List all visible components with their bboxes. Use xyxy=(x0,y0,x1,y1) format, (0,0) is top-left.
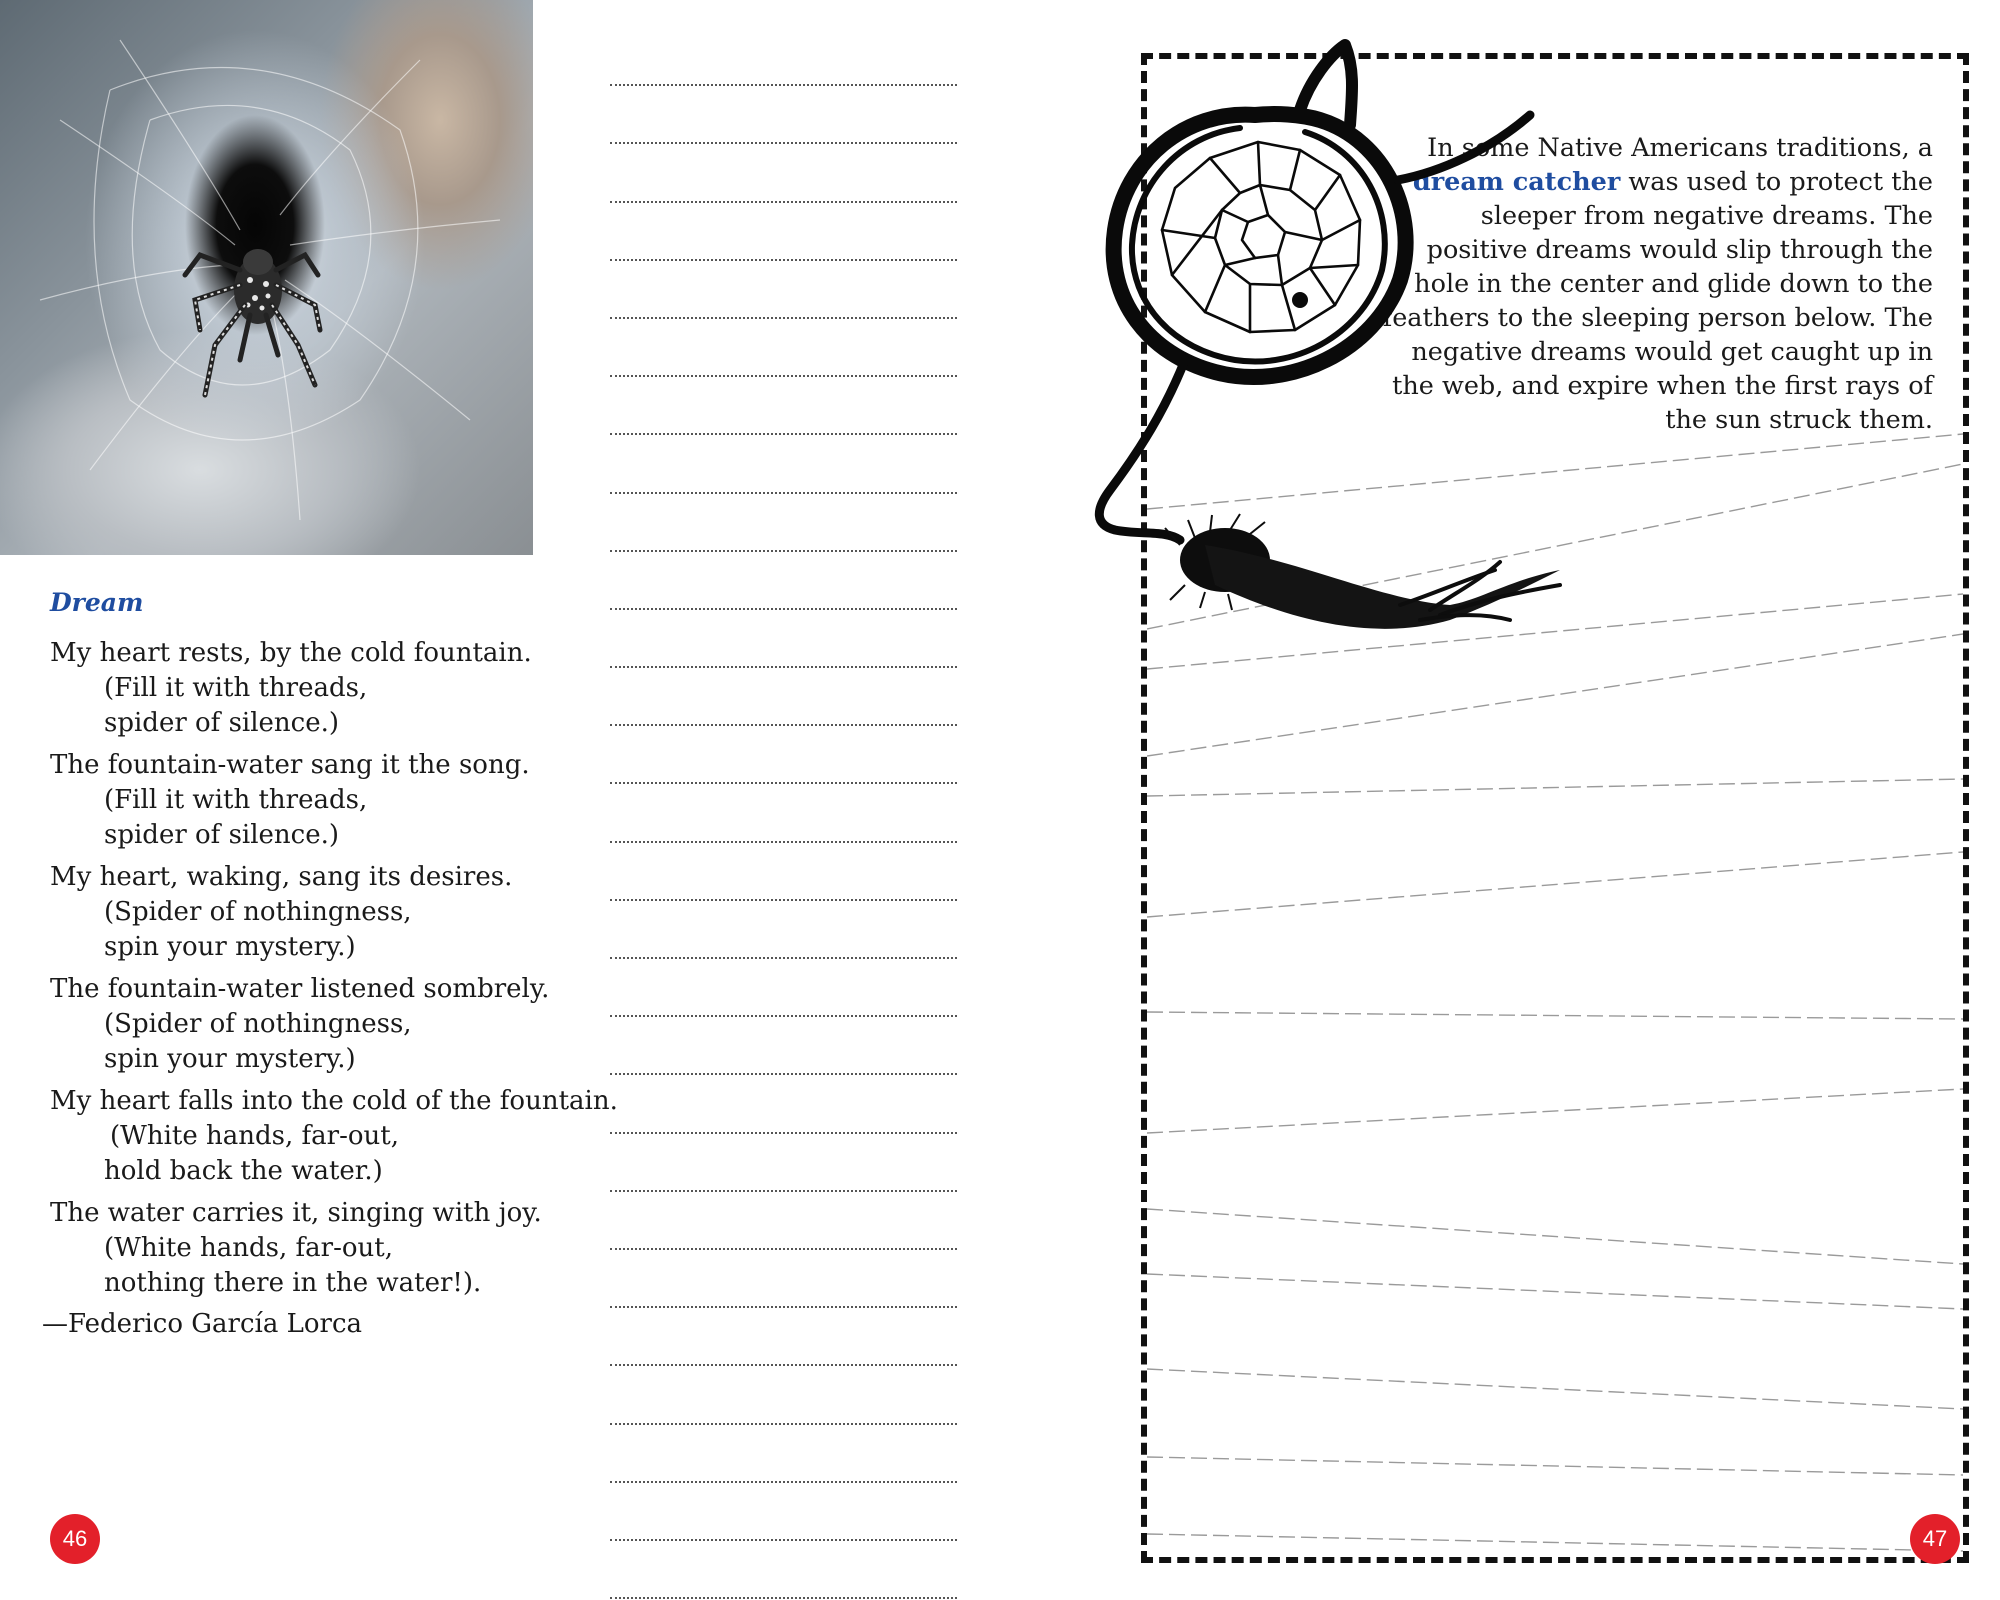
poem-refrain: spider of silence.) xyxy=(104,820,340,850)
poem-line: My heart, waking, sang its desires. xyxy=(50,862,513,892)
poem-refrain: (White hands, far-out, xyxy=(104,1233,393,1263)
writing-line[interactable] xyxy=(610,1541,957,1599)
writing-line[interactable] xyxy=(610,494,957,552)
writing-line[interactable] xyxy=(610,1308,957,1366)
poem-title: Dream xyxy=(50,588,144,617)
writing-line[interactable] xyxy=(610,1017,957,1075)
writing-line[interactable] xyxy=(610,144,957,202)
poem-stanza xyxy=(50,860,618,965)
writing-line[interactable] xyxy=(610,1075,957,1133)
poem-line: The fountain-water sang it the song. xyxy=(50,750,530,780)
writing-line[interactable] xyxy=(610,1134,957,1192)
writing-line[interactable] xyxy=(610,261,957,319)
poem-refrain: (White hands, far-out, xyxy=(110,1121,399,1151)
writing-line[interactable] xyxy=(610,843,957,901)
spider-web-illustration xyxy=(0,0,533,555)
spider-icon xyxy=(185,249,320,395)
info-text-intro: In some Native Americans traditions, a xyxy=(1427,133,1933,163)
poem-refrain: spin your mystery.) xyxy=(104,932,356,962)
writing-line[interactable] xyxy=(610,610,957,668)
poem-stanza xyxy=(50,636,618,741)
poem-line: My heart rests, by the cold fountain. xyxy=(50,638,532,668)
poem-author: —Federico García Lorca xyxy=(42,1309,363,1339)
poem-stanza xyxy=(50,748,618,853)
writing-line[interactable] xyxy=(610,1250,957,1308)
poem-refrain: spin your mystery.) xyxy=(104,1044,356,1074)
poem-refrain: (Spider of nothingness, xyxy=(104,897,412,927)
poem-refrain: spider of silence.) xyxy=(104,708,340,738)
writing-line[interactable] xyxy=(610,1366,957,1424)
poem-line: The fountain-water listened sombrely. xyxy=(50,974,550,1004)
poem-refrain: hold back the water.) xyxy=(104,1156,383,1186)
writing-line[interactable] xyxy=(610,1192,957,1250)
page-number-right: 47 xyxy=(1910,1514,1960,1564)
info-text-body: was used to protect the sleeper from negative dreams. The positive dreams would slip through the hole in the center and glide down to the feathers to the sleeping person below. The negative dreams would get caught up in the web, and expire when the first rays of the sun struck them. xyxy=(1382,167,1933,435)
poem-refrain: (Fill it with threads, xyxy=(104,673,368,703)
writing-line[interactable] xyxy=(610,319,957,377)
dream-catcher-info xyxy=(1373,131,1933,437)
writing-line[interactable] xyxy=(610,726,957,784)
poem-stanza xyxy=(50,1084,618,1189)
poem-line: My heart falls into the cold of the fountain. xyxy=(50,1086,618,1116)
writing-line[interactable] xyxy=(610,28,957,86)
page-number-left: 46 xyxy=(50,1514,100,1564)
writing-line[interactable] xyxy=(610,1483,957,1541)
writing-line[interactable] xyxy=(610,377,957,435)
writing-line[interactable] xyxy=(610,552,957,610)
dream-catcher-term: dream catcher xyxy=(1412,167,1621,197)
dream-catcher-writing-box xyxy=(1141,53,1969,1563)
writing-line[interactable] xyxy=(610,901,957,959)
writing-line[interactable] xyxy=(610,435,957,493)
poem-body xyxy=(50,636,618,1308)
writing-line[interactable] xyxy=(610,86,957,144)
writing-line[interactable] xyxy=(610,203,957,261)
writing-line[interactable] xyxy=(610,668,957,726)
writing-line[interactable] xyxy=(610,784,957,842)
poem-line: The water carries it, singing with joy. xyxy=(50,1198,542,1228)
writing-line[interactable] xyxy=(610,1425,957,1483)
poem-refrain: (Spider of nothingness, xyxy=(104,1009,412,1039)
poem-stanza xyxy=(50,1196,618,1301)
poem-refrain: (Fill it with threads, xyxy=(104,785,368,815)
poem-refrain: nothing there in the water!). xyxy=(104,1268,482,1298)
poem-stanza xyxy=(50,972,618,1077)
writing-lines xyxy=(610,28,957,1599)
writing-line[interactable] xyxy=(610,959,957,1017)
spider-photo xyxy=(0,0,533,555)
